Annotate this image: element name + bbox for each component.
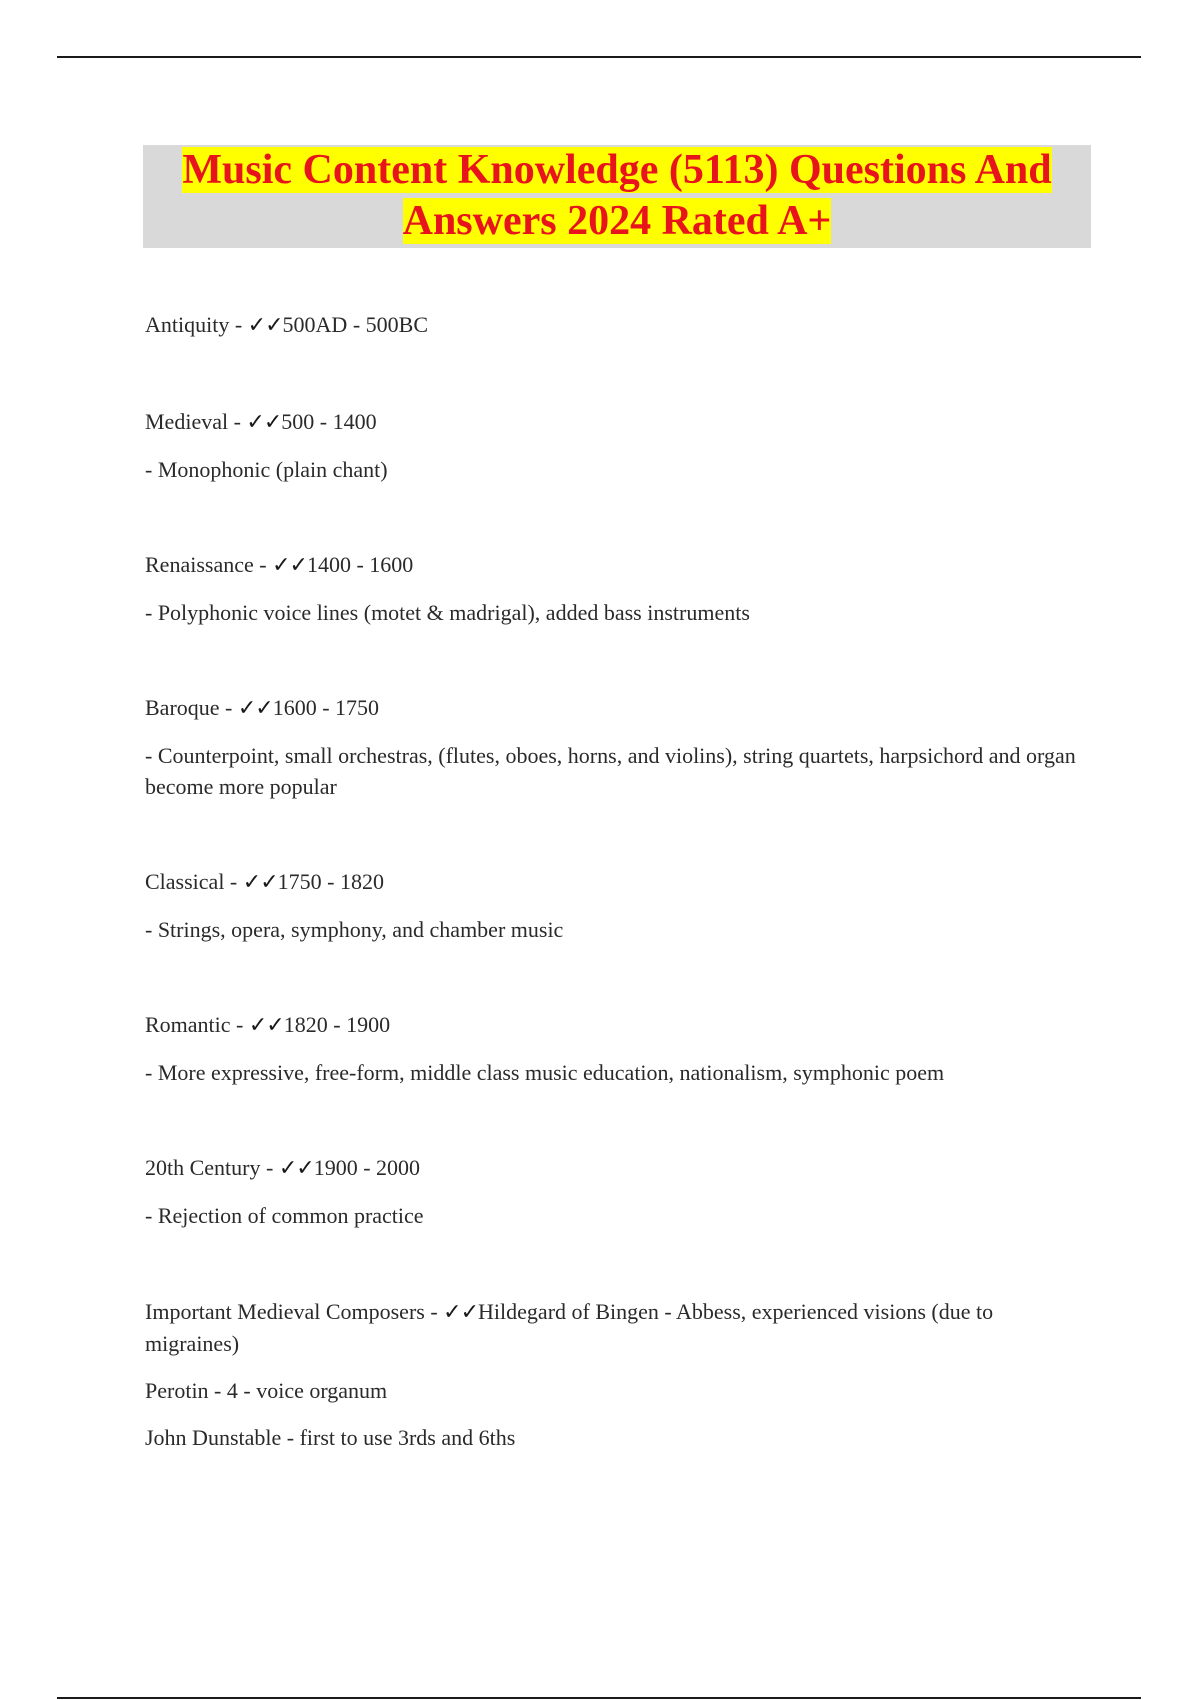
entry-detail: Perotin - 4 - voice organum: [145, 1378, 388, 1403]
entry-detail: - Polyphonic voice lines (motet & madrigal), added bass instruments: [145, 600, 750, 625]
entry-detail: - Strings, opera, symphony, and chamber music: [145, 917, 564, 942]
qa-entry-baroque: [145, 692, 1085, 802]
entry-detail: - More expressive, free-form, middle class music education, nationalism, symphonic poem: [145, 1060, 945, 1085]
qa-entry-antiquity: [145, 309, 1085, 341]
qa-entry-medieval-composers: [145, 1296, 1085, 1453]
title-banner: [143, 145, 1091, 248]
double-check-icon: ✓✓: [272, 553, 307, 578]
entry-answer: Hildegard of Bingen - Abbess, experienced visions (due to migraines): [145, 1299, 994, 1356]
double-check-icon: ✓✓: [247, 313, 283, 338]
entry-term: Romantic -: [145, 1012, 249, 1037]
entry-answer: 1820 - 1900: [283, 1012, 391, 1037]
entry-term: Antiquity -: [145, 312, 248, 337]
qa-entry-renaissance: [145, 549, 1085, 628]
document-title-line-2: Answers 2024 Rated A+: [402, 198, 832, 244]
entry-answer: 1750 - 1820: [277, 869, 384, 894]
entry-detail: - Counterpoint, small orchestras, (flutes, oboes, horns, and violins), string quartets, harpsichord and organ become more popular: [145, 743, 1076, 799]
entry-term: Medieval -: [145, 409, 247, 434]
qa-entry-20th-century: [145, 1152, 1085, 1231]
entry-answer: 1600 - 1750: [272, 695, 380, 720]
qa-entry-romantic: [145, 1009, 1085, 1088]
entry-detail: - Monophonic (plain chant): [145, 457, 388, 482]
qa-entry-classical: [145, 866, 1085, 945]
document-title-line-1: Music Content Knowledge (5113) Questions And: [182, 147, 1052, 193]
entry-detail: John Dunstable - first to use 3rds and 6ths: [145, 1425, 516, 1450]
double-check-icon: ✓✓: [237, 696, 273, 721]
entry-term: Baroque -: [145, 695, 238, 720]
entry-term: 20th Century -: [145, 1155, 279, 1180]
entry-answer: 1900 - 2000: [313, 1155, 421, 1180]
bottom-rule: [57, 1697, 1141, 1699]
double-check-icon: ✓✓: [443, 1300, 479, 1325]
entry-answer: 500 - 1400: [281, 409, 377, 434]
qa-entry-medieval: [145, 406, 1085, 485]
double-check-icon: ✓✓: [248, 1013, 284, 1038]
entry-term: Important Medieval Composers -: [145, 1299, 444, 1324]
entry-term: Renaissance -: [145, 552, 273, 577]
entry-answer: 500AD - 500BC: [282, 312, 428, 337]
entry-term: Classical -: [145, 869, 243, 894]
entry-detail: - Rejection of common practice: [145, 1203, 424, 1228]
top-rule: [57, 56, 1141, 58]
double-check-icon: ✓✓: [242, 870, 278, 895]
double-check-icon: ✓✓: [278, 1156, 314, 1181]
double-check-icon: ✓✓: [246, 410, 282, 435]
entry-answer: 1400 - 1600: [306, 552, 414, 577]
